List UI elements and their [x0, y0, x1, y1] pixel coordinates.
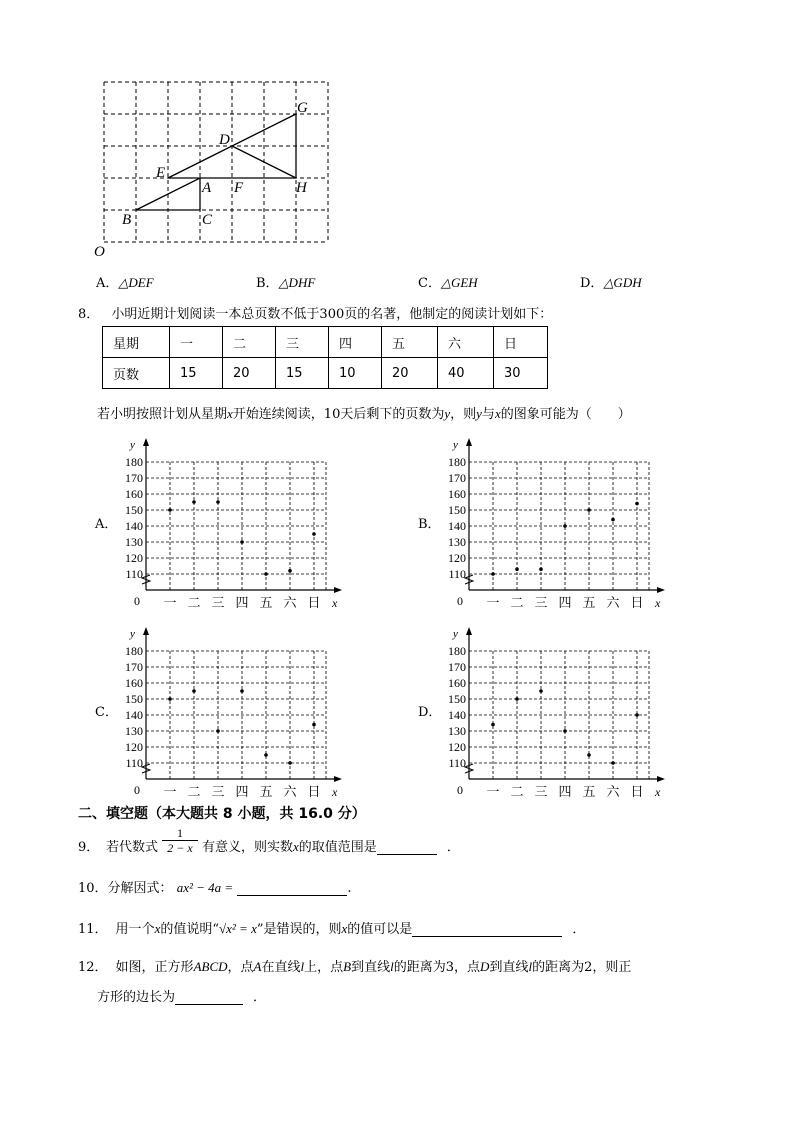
origin-label: 0	[457, 594, 463, 608]
y-tick-label: 130	[125, 724, 143, 738]
data-point	[563, 729, 567, 733]
y-tick-label: 110	[448, 567, 466, 581]
y-tick-label: 150	[125, 692, 143, 706]
data-point	[240, 540, 244, 544]
y-tick-label: 110	[125, 567, 143, 581]
section-title: 二、填空题（本大题共 8 小题，共 16.0 分）	[78, 806, 366, 822]
x-tick-label: 三	[534, 595, 548, 610]
q8-stem: 8． 小明近期计划阅读一本总页数不低于300页的名著，他制定的阅读计划如下：	[78, 307, 553, 322]
table-cell: 四	[329, 327, 382, 358]
x-tick-label: 日	[630, 595, 644, 610]
y-tick-label: 180	[448, 644, 466, 658]
x-tick-label: 三	[534, 784, 548, 799]
chart-option-a[interactable]	[116, 430, 346, 610]
table-cell: 五	[382, 327, 438, 358]
table-cell: 星期	[103, 327, 170, 358]
grid-figure	[88, 76, 338, 262]
chart-option-c[interactable]	[116, 619, 346, 799]
table-cell: 三	[276, 327, 329, 358]
grid-lines	[104, 82, 328, 242]
y-tick-label: 150	[125, 503, 143, 517]
table-cell: 一	[170, 327, 223, 358]
q12-line2: 方形的边长为 ．	[97, 990, 267, 1005]
data-point	[515, 567, 519, 571]
y-tick-label: 180	[448, 455, 466, 469]
y-tick-label: 150	[448, 503, 466, 517]
y-tick-label: 130	[125, 535, 143, 549]
y-axis-arrow	[466, 627, 472, 635]
data-point	[216, 500, 220, 504]
x-tick-label: 五	[259, 595, 273, 610]
x-tick-label: 二	[187, 595, 201, 610]
origin-label: 0	[457, 783, 463, 797]
x-axis-label: x	[655, 785, 661, 799]
data-point	[288, 761, 292, 765]
x-tick-label: 二	[187, 784, 201, 799]
y-tick-label: 180	[125, 455, 143, 469]
answer-blank[interactable]	[237, 881, 347, 896]
table-cell: 二	[223, 327, 276, 358]
y-tick-label: 160	[448, 676, 466, 690]
x-tick-label: 一	[486, 784, 500, 799]
y-axis-label: y	[453, 628, 458, 640]
q8-number: 8．	[78, 307, 100, 322]
y-axis-label: y	[130, 628, 135, 640]
y-tick-label: 120	[125, 740, 143, 754]
data-point	[587, 508, 591, 512]
y-tick-label: 170	[448, 471, 466, 485]
data-point	[611, 518, 615, 522]
x-tick-label: 五	[582, 784, 596, 799]
axis-break	[142, 764, 150, 773]
data-point	[240, 689, 244, 693]
data-point	[312, 532, 316, 536]
x-axis-arrow	[657, 776, 665, 782]
label-c: C	[202, 212, 213, 228]
q8-option-d-label[interactable]: D．	[418, 705, 442, 720]
q7-option-b[interactable]: B．△DHF	[256, 275, 316, 291]
x-tick-label: 四	[235, 595, 249, 610]
label-a: A	[202, 180, 212, 196]
table-cell: 页数	[103, 358, 170, 389]
q11: 11． 用一个x的值说明“√x² = x”是错误的，则x的值可以是 ．	[78, 921, 586, 937]
x-tick-label: 一	[486, 595, 500, 610]
x-tick-label: 六	[283, 784, 297, 799]
table-cell: 10	[329, 358, 382, 389]
y-axis-arrow	[466, 438, 472, 446]
x-tick-label: 四	[235, 784, 249, 799]
x-tick-label: 一	[163, 595, 177, 610]
label-f: F	[234, 180, 244, 196]
answer-blank[interactable]	[412, 922, 562, 937]
table-cell: 20	[223, 358, 276, 389]
axis-break	[465, 575, 473, 584]
y-tick-label: 180	[125, 644, 143, 658]
y-tick-label: 170	[448, 660, 466, 674]
y-tick-label: 110	[448, 756, 466, 770]
y-tick-label: 130	[448, 535, 466, 549]
x-tick-label: 六	[606, 595, 620, 610]
y-tick-label: 120	[448, 740, 466, 754]
label-h: H	[296, 180, 307, 196]
answer-blank[interactable]	[377, 840, 437, 855]
y-axis-label: y	[453, 439, 458, 451]
table-cell: 六	[438, 327, 494, 358]
chart-option-d[interactable]	[439, 619, 669, 799]
data-point	[635, 713, 639, 717]
answer-blank[interactable]	[175, 990, 243, 1005]
data-point	[312, 723, 316, 727]
y-tick-label: 170	[125, 471, 143, 485]
x-tick-label: 四	[558, 595, 572, 610]
x-tick-label: 五	[259, 784, 273, 799]
y-tick-label: 160	[125, 676, 143, 690]
data-point	[491, 723, 495, 727]
x-tick-label: 一	[163, 784, 177, 799]
data-point	[192, 500, 196, 504]
data-point	[515, 697, 519, 701]
data-point	[587, 753, 591, 757]
data-point	[539, 689, 543, 693]
y-tick-label: 110	[125, 756, 143, 770]
data-point	[611, 761, 615, 765]
y-tick-label: 130	[448, 724, 466, 738]
axis-break	[465, 764, 473, 773]
x-axis-label: x	[655, 596, 661, 610]
y-tick-label: 120	[125, 551, 143, 565]
triangles	[136, 114, 296, 210]
q7-option-d[interactable]: D．△GDH	[580, 275, 642, 291]
y-tick-label: 140	[125, 708, 143, 722]
reading-plan-table	[102, 326, 548, 389]
data-point	[563, 524, 567, 528]
label-d: D	[219, 132, 230, 148]
y-tick-label: 170	[125, 660, 143, 674]
table-cell: 40	[438, 358, 494, 389]
label-g: G	[297, 100, 308, 116]
origin-label: 0	[134, 783, 140, 797]
x-axis-arrow	[334, 776, 342, 782]
y-axis-arrow	[143, 438, 149, 446]
table-cell: 20	[382, 358, 438, 389]
y-tick-label: 120	[448, 551, 466, 565]
origin-label: 0	[134, 594, 140, 608]
y-tick-label: 150	[448, 692, 466, 706]
x-tick-label: 日	[630, 784, 644, 799]
data-point	[288, 569, 292, 573]
label-e: E	[156, 165, 166, 181]
x-tick-label: 三	[211, 595, 225, 610]
y-tick-label: 160	[125, 487, 143, 501]
x-tick-label: 四	[558, 784, 572, 799]
table-cell: 30	[494, 358, 548, 389]
x-tick-label: 日	[307, 595, 321, 610]
data-point	[168, 508, 172, 512]
data-point	[491, 572, 495, 576]
y-axis-label: y	[130, 439, 135, 451]
x-tick-label: 二	[510, 784, 524, 799]
data-point	[216, 729, 220, 733]
x-tick-label: 五	[582, 595, 596, 610]
label-b: B	[122, 212, 132, 228]
q8-option-c-label[interactable]: C．	[95, 705, 118, 720]
data-point	[192, 689, 196, 693]
y-tick-label: 140	[448, 708, 466, 722]
x-tick-label: 六	[283, 595, 297, 610]
data-point	[168, 697, 172, 701]
axis-break	[142, 575, 150, 584]
chart-option-b[interactable]	[439, 430, 669, 610]
y-tick-label: 140	[448, 519, 466, 533]
q8-option-b-label[interactable]: B．	[418, 517, 441, 532]
x-tick-label: 三	[211, 784, 225, 799]
x-axis-label: x	[332, 785, 338, 799]
q12: 12． 如图，正方形ABCD，点A在直线l上，点B到直线l的距离为3，点D到直线l的距离为2，则正	[78, 959, 632, 975]
y-tick-label: 140	[125, 519, 143, 533]
y-tick-label: 160	[448, 487, 466, 501]
label-o: O	[94, 244, 105, 260]
table-cell: 15	[170, 358, 223, 389]
table-row	[103, 327, 548, 358]
q8-option-a-label[interactable]: A．	[95, 517, 118, 532]
q10: 10．分解因式： ax² − 4a = .	[78, 880, 352, 896]
data-point	[539, 567, 543, 571]
x-axis-arrow	[657, 587, 665, 593]
x-tick-label: 日	[307, 784, 321, 799]
data-point	[635, 502, 639, 506]
q8-question: 若小明按照计划从星期x开始连续阅读，10天后剩下的页数为y，则y与x的图象可能为（ ）	[97, 406, 631, 422]
data-point	[264, 753, 268, 757]
x-tick-label: 六	[606, 784, 620, 799]
fraction: 1 2 − x	[162, 826, 198, 855]
table-cell: 日	[494, 327, 548, 358]
x-tick-label: 二	[510, 595, 524, 610]
q7-option-c[interactable]: C．△GEH	[418, 275, 478, 291]
y-axis-arrow	[143, 627, 149, 635]
x-axis-label: x	[332, 596, 338, 610]
q7-option-a[interactable]: A．△DEF	[96, 275, 154, 291]
table-cell: 15	[276, 358, 329, 389]
x-axis-arrow	[334, 587, 342, 593]
data-point	[264, 572, 268, 576]
table-row	[103, 358, 548, 389]
